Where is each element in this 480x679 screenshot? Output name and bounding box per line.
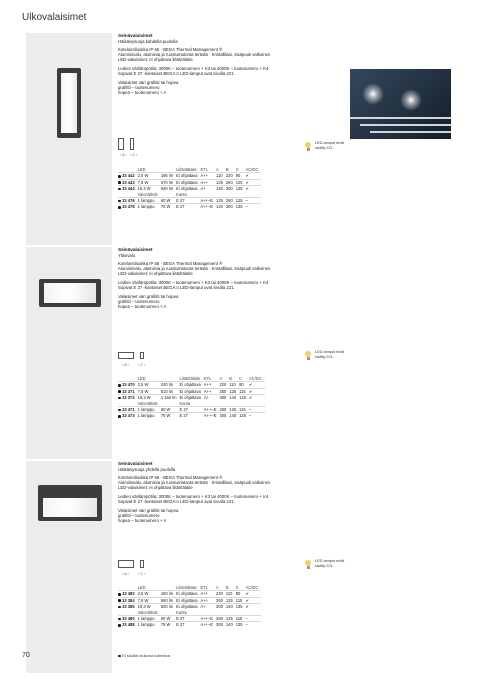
spec-table [118,167,261,210]
table-cell: A++–E [204,407,220,413]
desc-line: Valaisimet väri grafiitti tai hopea [118,507,179,513]
table-cell: – [246,204,262,210]
table-cell: 80 [239,382,249,388]
table-cell: 90 [236,173,246,179]
table-cell: – [246,622,262,628]
table-cell [118,622,138,628]
table-cell: 110 [216,173,226,179]
bullet-icon [118,409,121,412]
table-cell: 60 W [161,198,176,204]
table-cell: 125 [216,179,226,185]
table-cell: 140 [226,604,236,610]
table-cell: 7,8 W [138,597,161,603]
desc-line: Kotelointiluokka IP 65 · BEGA Thermal Management ® [118,260,223,266]
table-cell: A++ [201,173,217,179]
table-cell: A++ [204,382,220,388]
table-cell: C [235,167,239,172]
desc-line: hopea – tuotenumero + A [118,518,167,524]
table-cell [118,204,138,210]
table-cell: 80 [236,591,246,597]
dim-label: A [124,572,127,576]
table-cell: 115 [239,388,249,394]
table-cell: AC/DC [245,585,259,590]
table-cell: LED [137,376,146,381]
table-cell: 135 [236,204,246,210]
table-cell: – [246,616,262,622]
bullet-icon [118,390,121,393]
table-cell: E 27 [176,616,200,622]
table-cell: A [216,585,219,590]
table-cell: 60 W [161,616,176,622]
product-code: 33 470 [122,382,135,388]
product-subtitle: Häikäisysuoja yhdellä puolella [118,467,176,472]
table-cell [118,597,138,603]
product-code: 33 385 [122,604,135,610]
table-cell: 160 lm [161,591,176,597]
table-cell: 220 [219,382,229,388]
table-cell: 135 [236,622,246,628]
product-code: 33 371 [122,388,135,394]
table-cell: 260 [216,616,226,622]
table-row [118,179,261,185]
table-cell: 7,8 W [138,388,161,394]
table-row [118,186,261,192]
bullet-icon [118,593,121,596]
bulb-note: LED-lamput eivät sisälly 221. [315,141,345,150]
table-row [118,591,261,597]
desc-line: Alumiinivalu, alumiinia ja ruostumatonta terästä · Kristallilasi, sisäpuoli valkoinen [118,479,271,485]
bullet-icon [118,606,121,609]
table-cell: ✔ [246,186,262,192]
table-cell: 115 [236,616,246,622]
table-cell: ETL [200,585,209,590]
table-cell: 260 [216,597,226,603]
table-cell: 125 [229,407,239,413]
table-cell: 2,5 W [138,591,161,597]
product-title: Seinävalaisimet [118,461,153,466]
product-image-2 [26,247,112,459]
product-code: 33 488 [122,622,135,628]
table-cell: 7,8 W [138,179,161,185]
bullet-icon [118,624,121,627]
table-cell: 300 [226,204,236,210]
table-cell: Liitäntälaite [179,376,201,381]
table-cell: 1 lamppu [138,407,161,413]
dimension-schematic-1: ‹ A › ‹ C › [118,138,178,162]
table-cell: 125 [236,179,246,185]
table-cell: 300 [226,186,236,192]
product-code: 33 373 [122,395,135,401]
product-title: Seinävalaisimet [118,33,153,38]
product-description-3 [118,461,346,524]
table-cell: Ei ohjattava [176,604,200,610]
bullet-icon [118,618,121,621]
desc-line: Sopivat E 27 -kantaiset BEGA:n LED-lamput ovat sivulla 221. [118,71,235,77]
table-cell: B [225,167,229,172]
dimension-schematic-3: ‹ A › ‹ C › [118,558,178,582]
desc-line: Sopivat E 27 -kantaiset BEGA:n LED-lamput ovat sivulla 221. [118,285,235,291]
table-cell: 110 [226,591,236,597]
table-cell: ✔ [246,604,262,610]
table-cell: 260 [226,179,236,185]
table-cell: Ei ohjattava [176,597,200,603]
table-row [118,388,265,394]
table-cell: Liitäntälaite [176,585,197,590]
table-cell: ✔ [246,173,262,179]
dim-label: A [124,363,127,367]
table-cell: A+ [201,604,217,610]
product-code: 33 482 [122,591,135,597]
table-cell: 560 lm [161,597,176,603]
product-code: 33 471 [122,407,135,413]
table-cell: 2,5 W [138,382,161,388]
table-cell: A [216,167,219,172]
table-cell: C [239,376,243,381]
table-cell: 75 W [161,413,180,419]
table-cell: 300 [216,622,226,628]
product-subtitle: Yläsivalo [118,253,136,258]
table-row [118,382,265,388]
table-cell: AC/DC [245,167,259,172]
table-cell: – [249,413,265,419]
bullet-icon [118,206,121,209]
table-cell: 260 [226,198,236,204]
table-cell: A+ [204,395,220,401]
table-cell: 240 lm [161,382,180,388]
spec-table [118,585,261,628]
table-cell: ✔ [249,388,265,394]
product-code: 33 478 [122,204,135,210]
page-number: 70 [22,652,30,659]
table-cell: 2,5 W [138,173,161,179]
table-cell: ✔ [246,179,262,185]
table-cell: 195 lm [161,173,176,179]
table-cell: 19,3 W [138,186,161,192]
table-cell: E 27 [176,204,200,210]
table-cell: E 27 [180,407,204,413]
product-section-1 [0,33,480,245]
product-image-1 [26,33,112,245]
table-cell: 115 [239,407,249,413]
product-code: 33 476 [122,198,135,204]
table-cell [118,179,138,185]
product-code: 33 444 [122,186,135,192]
bulb-note: LED-lamput eivät sisälly 221. [315,559,345,568]
desc-line: LED-valaisimet: ei ohjattava liitäntälaite [118,485,193,491]
product-code: 33 480 [122,616,135,622]
table-cell: 140 [229,395,239,401]
table-cell: 220 [216,591,226,597]
table-cell: ✔ [249,395,265,401]
desc-line: Ledien värilämpötila: 3000K – tuotenumero + K3 tai 4000K – tuotenumero + K4 [118,493,269,499]
bullet-icon [118,599,121,602]
table-cell: E 27 [180,413,204,419]
table-cell: 140 [216,186,226,192]
table-cell: 1 lamppu [138,413,161,419]
table-cell: A++ [201,591,217,597]
desc-line: Valaisimet väri grafiitti tai hopea [118,293,179,299]
table-cell: – [246,198,262,204]
spec-table [118,376,265,419]
dim-label: C [132,153,136,157]
product-section-3 [0,461,480,673]
table-cell: 140 [226,622,236,628]
desc-line: Kotelointiluokka IP 65 · BEGA Thermal Management ® [118,474,223,480]
page-header: Ulkovalaisimet [22,12,87,23]
product-section-2 [0,247,480,459]
table-cell: E 27 [176,622,200,628]
table-cell: A [219,376,223,381]
table-cell: – [249,407,265,413]
table-cell: ✔ [246,591,262,597]
table-cell: 810 lm [161,388,180,394]
table-cell: Valonlähde [137,609,158,615]
table-cell: 300 [219,395,229,401]
footnote-text: Ei sisällä mukana kaiteissa [122,653,170,658]
dim-label: A [122,153,125,157]
table-cell: 300 [216,604,226,610]
bullet-icon [118,181,121,184]
table-cell: ✔ [249,382,265,388]
table-cell: 140 [229,413,239,419]
product-title: Seinävalaisimet [118,247,153,252]
table-cell: Ei ohjattava [176,186,200,192]
table-cell: B [225,585,229,590]
product-code: 33 442 [122,173,135,179]
table-cell: Valonlähde [137,400,158,406]
table-cell: A++ [201,597,217,603]
table-cell: 75 W [161,622,176,628]
bulb-note: LED-lamput eivät sisälly 221. [315,350,345,359]
table-cell: A++–E [201,616,217,622]
desc-line: hopea – tuotenumero + A [118,304,167,310]
table-cell: 75 W [161,204,176,210]
table-cell: Kanta [176,609,187,615]
bullet-icon [118,415,121,418]
desc-line: Alumiinivalu, alumiinia ja ruostumatonta terästä · Kristallilasi, sisäpuoli valkoinen [118,265,271,271]
product-subtitle: Häikäisysuoja kahdella puolella [118,39,178,44]
table-cell: LED [137,585,146,590]
table-cell: 19,3 W [138,604,161,610]
table-row [118,622,261,628]
desc-line: hopea – tuotenumero + A [118,90,167,96]
bullet-icon [118,397,121,400]
table-cell: A++ [201,179,217,185]
table-cell: 19,3 W [138,395,161,401]
table-cell [118,407,138,413]
table-row [118,173,261,179]
table-cell: 135 [236,186,246,192]
installation-photo [350,69,451,139]
table-cell: Valonlähde [137,191,158,197]
product-code: 33 443 [122,179,135,185]
product-image-3 [26,461,112,673]
desc-line: Sopivat E 27 -kantaiset BEGA:n LED-lamput ovat sivulla 221. [118,499,235,505]
table-cell: Liitäntälaite [176,167,197,172]
dim-label: C [140,363,144,367]
table-cell: 125 [239,413,249,419]
table-cell: ETL [200,167,209,172]
desc-line: grafiitti – tuotenumero [118,84,160,90]
table-cell: A++–E [201,622,217,628]
bullet-icon [118,200,121,203]
table-cell: Ei ohjattava [180,382,204,388]
table-cell: 140 [216,204,226,210]
product-code: 33 384 [122,597,135,603]
table-cell: B [229,376,233,381]
table-cell [118,388,138,394]
desc-line: Valaisimet väri grafiitti tai hopea [118,79,179,85]
bullet-icon [118,175,121,178]
table-cell: 940 lm [161,186,176,192]
table-cell: A++ [204,388,220,394]
table-cell: C [235,585,239,590]
lightbulb-icon [304,351,312,361]
product-description-2 [118,247,346,310]
bullet-icon [118,655,121,658]
table-cell: 125 [226,597,236,603]
table-cell: 1 lamppu [138,198,161,204]
footnote [118,653,170,658]
table-cell: 260 [219,388,229,394]
table-row [118,604,261,610]
table-cell: ETL [203,376,212,381]
table-cell [118,186,138,192]
table-cell: 670 lm [161,179,176,185]
desc-line: grafiitti – tuotenumero [118,298,160,304]
product-code: 33 473 [122,413,135,419]
table-cell: AC/DC [248,376,262,381]
table-row [118,413,265,419]
table-cell [118,616,138,622]
lightbulb-icon [304,142,312,152]
table-cell: 1 lamppu [138,204,161,210]
table-cell: 125 [226,616,236,622]
table-cell: A++–E [204,413,220,419]
table-cell: 125 [239,395,249,401]
table-cell: Ei ohjattava [180,388,204,394]
table-cell: Kanta [179,400,191,406]
table-cell: 1 lamppu [138,616,161,622]
table-cell: Kanta [176,191,187,197]
product-description-1 [118,33,346,96]
table-cell: 125 [216,198,226,204]
table-cell: A++–E [201,204,217,210]
table-cell: Ei ohjattava [176,173,200,179]
dim-label: C [140,572,144,576]
bullet-icon [118,188,121,191]
table-row [118,204,261,210]
table-cell: Ei ohjattava [176,591,200,597]
table-cell: 115 [236,597,246,603]
desc-line: LED-valaisimet: ei ohjattava liitäntälaite [118,57,193,63]
table-cell: A++–E [201,198,217,204]
table-cell: Ei ohjattava [180,395,204,401]
table-cell: 220 [226,173,236,179]
table-cell [118,413,138,419]
table-cell: 135 [236,604,246,610]
bullet-icon [118,384,121,387]
table-cell: 110 [229,382,239,388]
table-cell: ✔ [246,597,262,603]
desc-line: LED-valaisimet: ei ohjattava liitäntälaite [118,271,193,277]
table-cell: 820 lm [161,604,176,610]
table-cell: 125 [229,388,239,394]
table-cell: Ei ohjattava [176,179,200,185]
desc-line: Ledien värilämpötila: 3000K – tuotenumero + K3 tai 4000K – tuotenumero + K4 [118,279,269,285]
table-cell: 1 160 lm [161,395,180,401]
desc-line: Alumiinivalu, alumiinia ja ruostumatonta terästä · Kristallilasi, sisäpuoli valkoinen [118,51,271,57]
table-cell [118,604,138,610]
table-cell: 1 lamppu [138,622,161,628]
table-row [118,597,261,603]
table-cell: A+ [201,186,217,192]
table-cell: 260 [219,407,229,413]
table-cell: E 27 [176,198,200,204]
table-cell [118,198,138,204]
dimension-schematic-2: ‹ A › ‹ C › [118,349,178,373]
table-cell [118,395,138,401]
desc-line: Ledien värilämpötila: 3000K – tuotenumero + K3 tai 4000K – tuotenumero + K4 [118,65,269,71]
table-cell: 125 [236,198,246,204]
desc-line: Kotelointiluokka IP 65 · BEGA Thermal Management ® [118,46,223,52]
table-cell: 60 W [161,407,180,413]
table-row [118,395,265,401]
desc-line: grafiitti – tuotenumero [118,512,160,518]
lightbulb-icon [304,560,312,570]
table-cell: LED [137,167,146,172]
table-cell: 300 [219,413,229,419]
